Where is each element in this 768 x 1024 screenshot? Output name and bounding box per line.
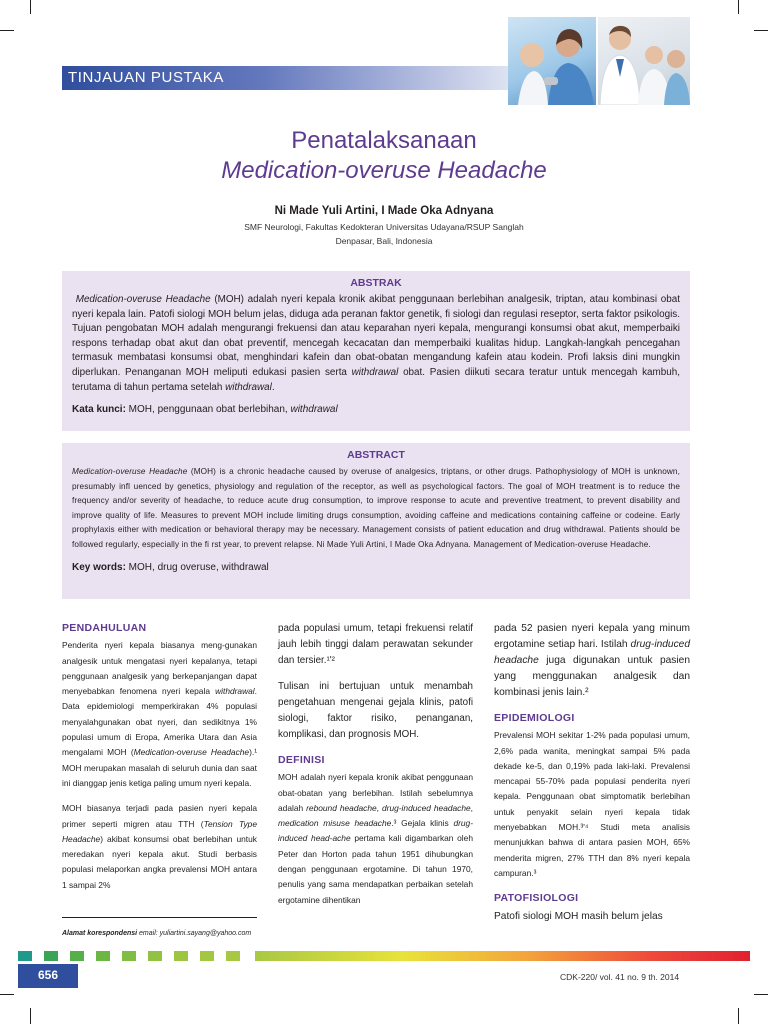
abstrak-text-end: obat. Pasien diikuti secara teratur untuk mencegah kambuh, terutama di tahun pertama setelah xyxy=(72,366,680,393)
column-2 xyxy=(278,621,473,918)
journal-reference: CDK-220/ vol. 41 no. 9 th. 2014 xyxy=(560,972,680,982)
paragraph: MOH biasanya terjadi pada pasien nyeri kepala primer seperti migren atau TTH (Tension Type Headache) akibat konsumsi obat berlebihan untuk meredakan nyeri kepala akut. Studi berbasis populasi melaporkan angka prevalensi MOH antara 1 sampai 2% xyxy=(62,803,257,890)
color-strip-block xyxy=(200,951,214,961)
article-title-line1: Penatalaksanaan xyxy=(291,127,477,154)
crop-mark xyxy=(738,0,739,14)
correspondence xyxy=(62,930,251,937)
color-strip-block xyxy=(174,951,188,961)
paragraph: Penderita nyeri kepala biasanya meng-gunakan analgesik untuk mengatasi nyeri kepalanya, tetapi penggunaan analgesik yang berkepanjangan dapat menyebabkan fenomena nyeri kepala withdrawal. Data epidemiologi memperkirakan 4% populasi menyalahgunakan obat nyeri, dan sedikitnya 1% populasi umum di Eropa, Amerika Utara dan Asia mengalami MOH (Medication-overuse Headache).¹ MOH merupakan masalah di seluruh dunia dan saat ini dianggap jenis ketiga paling umum nyeri kepala. xyxy=(62,640,257,788)
heading-patofisiologi: PATOFISIOLOGI xyxy=(494,892,579,905)
abstract-term: Medication-overuse Headache xyxy=(72,467,188,476)
heading-epidemiologi: EPIDEMIOLOGI xyxy=(494,712,575,724)
abstract-body xyxy=(72,465,680,553)
color-strip-block xyxy=(70,951,84,961)
heading-definisi: DEFINISI xyxy=(278,754,325,766)
abstract-text: (MOH) is a chronic headache caused by overuse of analgesics, triptans, or other drugs. Pathophysiology of MOH is unknown, presumably infl uenced by genetics, physiology and regulation of the receptor, as well as psychological factors. The goal of MOH treatment is to reduce the frequency and/or severity of headache, to reduce acute drug consumption, to improve response to acute and preventive treatment, to prevent disability and improve quality of life. Measures to prevent MOH include limiting drugs consumption, avoiding caffeine and medications containing caffeine or codeine. Early prophylaxis either with medication or behavioral therapy may be necessary. Management consists of patient education and drug withdrawal. Patients should be followed regularly, especially in the fi rst year, to prevent relapse. Ni Made Yuli Artini, I Made Oka Adnyana. Management of Medication-overuse Headache. xyxy=(72,467,680,549)
color-strip-block xyxy=(96,951,110,961)
crop-mark xyxy=(754,994,768,995)
kata-kunci-label: Kata kunci: xyxy=(72,404,126,416)
abstract-heading: ABSTRACT xyxy=(347,449,405,461)
key-words xyxy=(72,562,680,573)
article-title-line2: Medication-overuse Headache xyxy=(221,157,547,184)
color-strip-block xyxy=(122,951,136,961)
paragraph: pada populasi umum, tetapi frekuensi relatif jauh lebih tinggi dalam perawatan sekunder dan tersier.¹'² xyxy=(278,623,473,666)
paragraph: Tulisan ini bertujuan untuk menambah pengetahuan mengenai gejala klinis, patofi siologi, faktor risiko, penanganan, komplikasi, dan prognosis MOH. xyxy=(278,681,473,740)
kata-kunci-italic: withdrawal xyxy=(290,404,338,416)
header-photo-doctor-child xyxy=(508,17,596,105)
abstrak-heading: ABSTRAK xyxy=(350,277,402,289)
photo-illustration xyxy=(598,17,690,105)
color-strip-block xyxy=(18,951,32,961)
section-header-band xyxy=(62,66,510,90)
crop-mark xyxy=(754,30,768,31)
kata-kunci xyxy=(72,404,680,415)
photo-illustration xyxy=(508,17,596,105)
column-1 xyxy=(62,621,257,903)
correspondence-label: Alamat korespondensi xyxy=(62,930,138,937)
affiliation: SMF Neurologi, Fakultas Kedokteran Universitas Udayana/RSUP Sanglah xyxy=(244,222,524,232)
page-number: 656 xyxy=(37,968,59,982)
key-words-label: Key words: xyxy=(72,561,126,573)
header-photo-medical-team xyxy=(598,17,690,105)
paragraph: Patofi siologi MOH masih belum jelas xyxy=(494,910,663,922)
crop-mark xyxy=(738,1008,739,1024)
crop-mark xyxy=(30,0,31,14)
column-3 xyxy=(494,621,690,935)
paragraph: Prevalensi MOH sekitar 1-2% pada populasi umum, 2,6% pada wanita, meningkat sampai 5% pada dekade ke-5, dan 0,19% pada laki-laki. Prevalensi mencapai 55-70% pada populasi penderita nyeri kepala. Penggunaan obat simptomatik berlebihan untuk penyakit selain nyeri kepala tidak menyebabkan MOH.³'⁴ Studi meta analisis menunjukkan bahwa di antara pasien MOH, 65% menderita migren, 27% TTH dan 8% nyeri kepala campuran.³ xyxy=(494,730,690,878)
key-words-text: MOH, drug overuse, withdrawal xyxy=(125,561,269,573)
abstrak-text: (MOH) adalah nyeri kepala kronik akibat penggunaan berlebihan analgesik, triptan, atau kombinasi obat nyeri kepala lain. Patofi siologi MOH belum jelas, diduga ada peranan faktor genetik, fi siologi dan regulasi reseptor, serta faktor psikologis. Tujuan pengobatan MOH adalah mengurangi frekuensi dan atau keparahan nyeri kepala, mengurangi konsumsi obat akut, memperbaiki respons terhadap obat akut dan obat preventif, mencegah kecacatan dan memperbaiki kualitas hidup. Langkah-langkah pencegahan termasuk membatasi konsumsi obat, menghindari kafein dan obat-obatan mengandung kafein atau kodein. Profi laksis dini mungkin diperlukan. Penanganan MOH meliputi edukasi pasien serta xyxy=(72,294,680,378)
abstrak-italic: withdrawal xyxy=(225,381,272,393)
color-strip-block xyxy=(148,951,162,961)
kata-kunci-text: MOH, penggunaan obat berlebihan, xyxy=(125,404,291,416)
authors: Ni Made Yuli Artini, I Made Oka Adnyana xyxy=(274,205,494,217)
crop-mark xyxy=(0,994,14,995)
abstrak-text-tail: . xyxy=(271,381,275,393)
abstrak-box xyxy=(62,271,690,431)
footnote-divider xyxy=(62,917,257,918)
heading-pendahuluan: PENDAHULUAN xyxy=(62,622,147,634)
affiliation-location: Denpasar, Bali, Indonesia xyxy=(335,236,433,246)
color-strip-gradient xyxy=(255,951,750,961)
abstrak-italic: withdrawal xyxy=(351,366,399,378)
crop-mark xyxy=(0,30,14,31)
paragraph: pada 52 pasien nyeri kepala yang minum ergotamine setiap hari. Istilah drug-induced headache juga digunakan untuk pasien yang menggunakan analgesik dan kombinasi jenis lain.² xyxy=(494,623,690,698)
color-strip-block xyxy=(44,951,58,961)
correspondence-email: email: yuliartini.sayang@yahoo.com xyxy=(137,930,252,937)
page-number-box xyxy=(18,964,78,988)
paragraph: MOH adalah nyeri kepala kronik akibat penggunaan obat-obatan yang berlebihan. Istilah sebelumnya adalah rebound headache, drug-induced headache, medication misuse headache.³ Gejala klinis drug-induced head-ache pertama kali digambarkan oleh Peter dan Horton pada tahun 1951 dihubungkan dengan penggunaan ergotamine. Di tahun 1970, penulis yang sama mendapatkan perbaikan setelah ergotamine dihentikan xyxy=(278,772,473,905)
abstrak-body xyxy=(72,293,680,395)
crop-mark xyxy=(30,1008,31,1024)
section-label: TINJAUAN PUSTAKA xyxy=(68,69,225,86)
abstract-box xyxy=(62,443,690,599)
color-strip-block xyxy=(226,951,240,961)
abstrak-term: Medication-overuse Headache xyxy=(75,294,211,305)
